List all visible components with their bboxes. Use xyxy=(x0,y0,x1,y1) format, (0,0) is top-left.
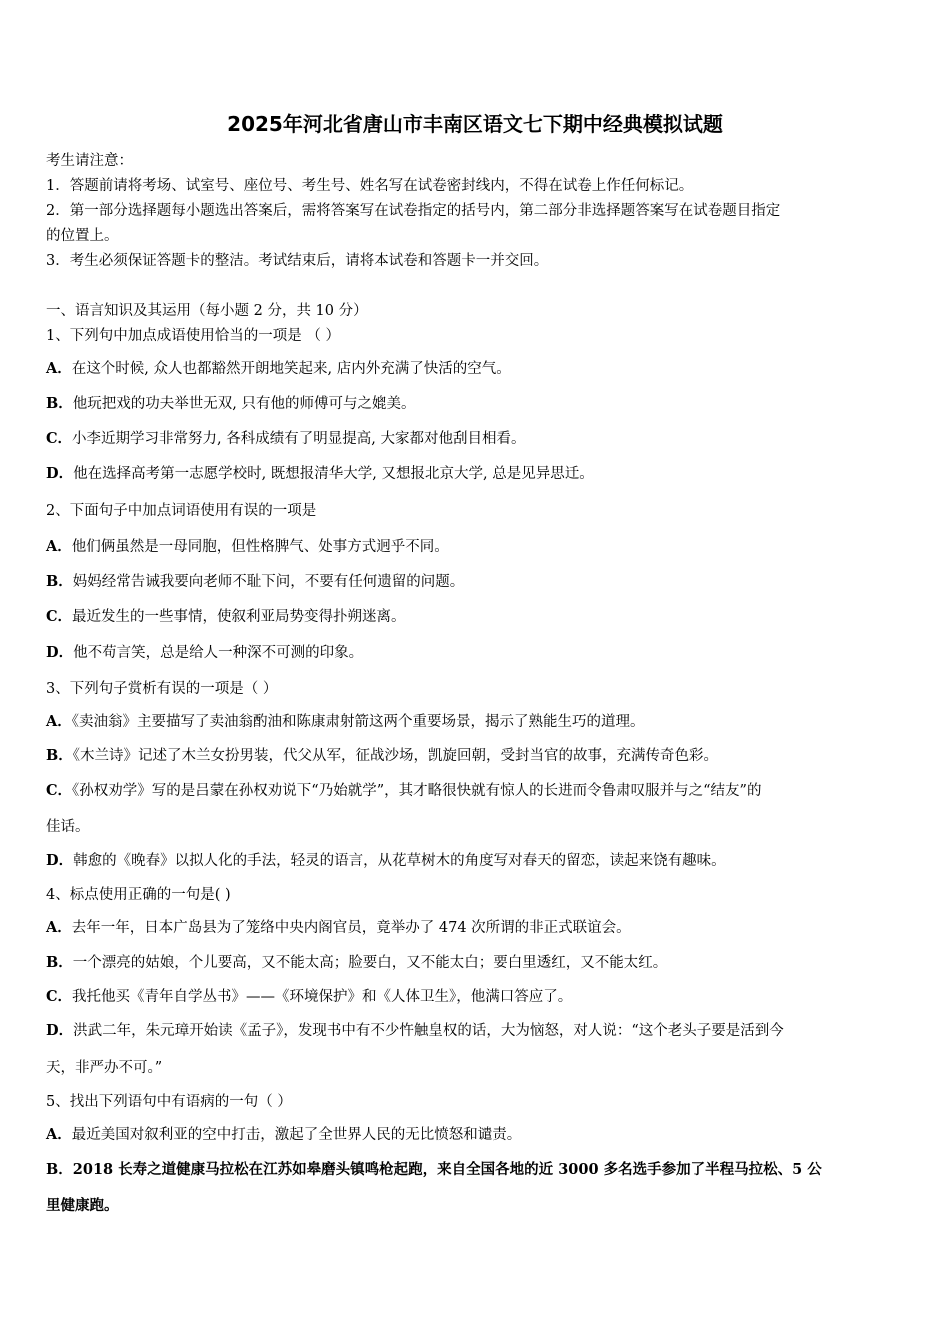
option-1a xyxy=(46,358,908,380)
option-label: C． xyxy=(46,430,73,447)
option-text: 小李近期学习非常努力, 各科成绩有了明显提高, 大家都对他刮目相看。 xyxy=(72,431,526,447)
option-label: C． xyxy=(46,608,73,625)
option-1b xyxy=(46,393,908,415)
option-label: A． xyxy=(46,538,72,555)
option-label: A． xyxy=(46,713,72,730)
option-4d-cont: 天，非严办不可。” xyxy=(46,1060,163,1076)
option-5a xyxy=(46,1124,908,1146)
option-4a xyxy=(46,917,908,939)
option-label: B． xyxy=(46,747,73,764)
question-stem-3: 3、下列句子赏析有误的一项是（ ） xyxy=(46,681,278,697)
page-title: 2025年河北省唐山市丰南区语文七下期中经典模拟试题 xyxy=(227,112,723,136)
question-stem-2: 2、下面句子中加点词语使用有误的一项是 xyxy=(46,503,317,519)
section-heading: 一、语言知识及其运用（每小题 2 分，共 10 分） xyxy=(46,303,368,319)
option-3d xyxy=(46,850,908,872)
option-label: A． xyxy=(46,360,72,377)
option-label: B． xyxy=(46,1161,73,1178)
option-label: D． xyxy=(46,852,74,869)
option-5b xyxy=(46,1159,908,1181)
notice-item-2: 2．第一部分选择题每小题选出答案后，需将答案写在试卷指定的括号内，第二部分非选择题答案写在试卷题目指定 xyxy=(46,203,781,219)
option-2d xyxy=(46,642,908,664)
question-stem-5: 5、找出下列语句中有语病的一句（ ） xyxy=(46,1094,292,1110)
option-text: 2018 长寿之道健康马拉松在江苏如皋磨头镇鸣枪起跑，来自全国各地的近 3000 多名选手参加了半程马拉松、5 公 xyxy=(72,1161,822,1178)
option-label: B． xyxy=(46,573,73,590)
option-text: 《卖油翁》主要描写了卖油翁酌油和陈康肃射箭这两个重要场景，揭示了熟能生巧的道理。 xyxy=(71,714,645,730)
option-text: 他们俩虽然是一母同胞，但性格脾气、处事方式迥乎不同。 xyxy=(71,539,449,555)
option-3a xyxy=(46,711,908,733)
option-label: B． xyxy=(46,395,73,412)
option-3c xyxy=(46,780,908,802)
option-1d xyxy=(46,463,908,485)
option-1c xyxy=(46,428,908,450)
option-text: 《木兰诗》记述了木兰女扮男装，代父从军，征战沙场，凯旋回朝，受封当官的故事，充满传奇色彩。 xyxy=(72,748,719,764)
option-3b xyxy=(46,745,908,767)
notice-item-2-cont: 的位置上。 xyxy=(46,228,119,244)
option-4c xyxy=(46,986,908,1008)
option-text: 韩愈的《晚春》以拟人化的手法，轻灵的语言，从花草树木的角度写对春天的留恋，读起来饶有趣味。 xyxy=(73,853,726,869)
option-label: D． xyxy=(46,644,74,661)
question-stem-4: 4、标点使用正确的一句是( ) xyxy=(46,887,231,903)
option-2a xyxy=(46,536,908,558)
option-label: C． xyxy=(46,782,73,799)
option-text: 《孙权劝学》写的是吕蒙在孙权劝说下“乃始就学”，其才略很快就有惊人的长进而令鲁肃叹服并与之“结友”的 xyxy=(72,783,762,799)
option-5b-cont: 里健康跑。 xyxy=(46,1197,119,1214)
option-3c-cont: 佳话。 xyxy=(46,819,90,835)
option-text: 最近发生的一些事情，使叙利亚局势变得扑朔迷离。 xyxy=(72,609,406,625)
option-label: C． xyxy=(46,988,73,1005)
option-label: A． xyxy=(46,1126,72,1143)
option-label: B． xyxy=(46,954,73,971)
option-text: 妈妈经常告诫我要向老师不耻下问，不要有任何遗留的问题。 xyxy=(72,574,465,590)
option-2b xyxy=(46,571,908,593)
notice-heading: 考生请注意： xyxy=(46,153,133,169)
notice-item-1: 1．答题前请将考场、试室号、座位号、考生号、姓名写在试卷密封线内，不得在试卷上作任何标记。 xyxy=(46,178,694,194)
option-label: D． xyxy=(46,1022,74,1039)
option-text: 他在选择高考第一志愿学校时, 既想报清华大学, 又想报北京大学, 总是见异思迁。 xyxy=(73,466,594,482)
notice-item-3: 3．考生必须保证答题卡的整洁。考试结束后，请将本试卷和答题卡一并交回。 xyxy=(46,253,549,269)
question-stem-1: 1、下列句中加点成语使用恰当的一项是 （ ） xyxy=(46,328,340,344)
option-2c xyxy=(46,606,908,628)
option-text: 在这个时候, 众人也都豁然开朗地笑起来, 店内外充满了快活的空气。 xyxy=(71,361,511,377)
option-text: 他玩把戏的功夫举世无双, 只有他的师傅可与之媲美。 xyxy=(72,396,416,412)
option-text: 最近美国对叙利亚的空中打击，激起了全世界人民的无比愤怒和谴责。 xyxy=(71,1127,522,1143)
option-text: 一个漂亮的姑娘，个儿要高，又不能太高；脸要白，又不能太白；要白里透红，又不能太红。 xyxy=(72,955,668,971)
option-text: 他不苟言笑，总是给人一种深不可测的印象。 xyxy=(73,645,364,661)
option-4b xyxy=(46,952,908,974)
option-4d xyxy=(46,1020,908,1042)
option-text: 洪武二年，朱元璋开始读《孟子》，发现书中有不少忤触皇权的话，大为恼怒，对人说：“这个老头子要是活到今 xyxy=(73,1023,784,1039)
option-label: D． xyxy=(46,465,74,482)
option-label: A． xyxy=(46,919,72,936)
option-text: 去年一年，日本广岛县为了笼络中央内阁官员，竟举办了 474 次所谓的非正式联谊会。 xyxy=(71,920,631,936)
option-text: 我托他买《青年自学丛书》——《环境保护》和《人体卫生》，他满口答应了。 xyxy=(72,989,573,1005)
